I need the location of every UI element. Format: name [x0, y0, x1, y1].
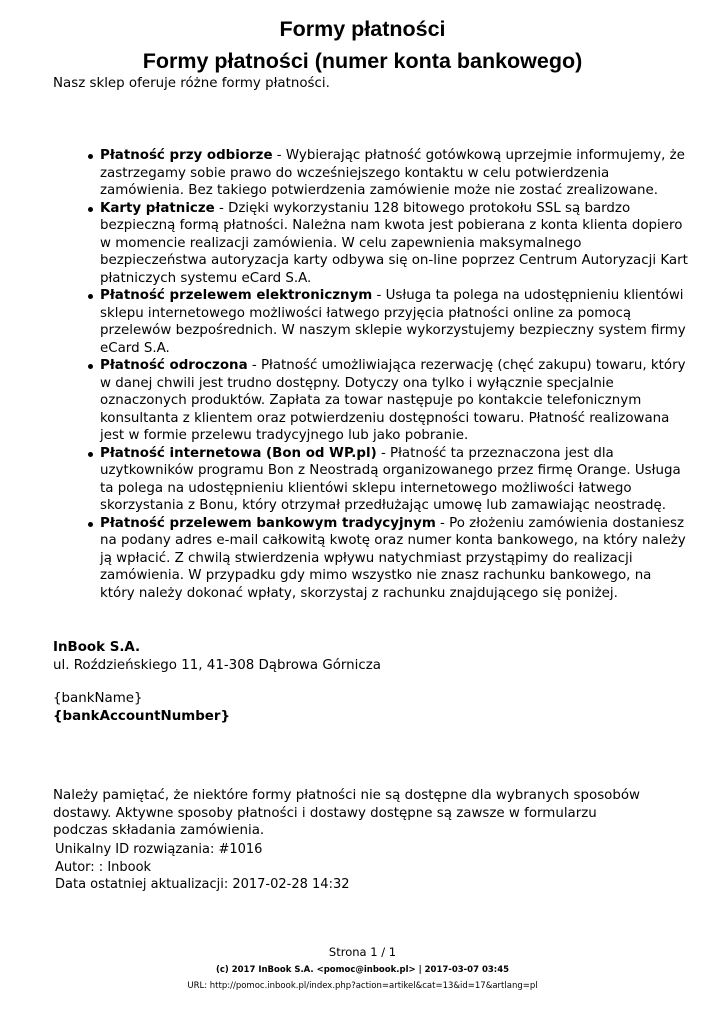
last-update: Data ostatniej aktualizacji: 2017-02-28 14:32 — [55, 877, 350, 892]
bank-block — [53, 690, 230, 725]
bank-name: {bankName} — [53, 691, 143, 706]
list-item — [100, 445, 690, 515]
article-meta — [55, 841, 350, 894]
page-number: Strona 1 / 1 — [328, 945, 397, 959]
payment-method-name: Płatność przelewem elektronicznym — [100, 288, 373, 303]
payment-method-name: Płatność odroczona — [100, 358, 248, 373]
payment-method-name: Karty płatnicze — [100, 200, 215, 216]
intro-text: Nasz sklep oferuje różne formy płatności. — [53, 76, 330, 91]
company-block — [53, 639, 381, 674]
list-item — [100, 287, 690, 357]
author: Autor: : Inbook — [55, 859, 152, 875]
page-subtitle: Formy płatności (numer konta bankowego) — [142, 49, 583, 73]
payment-method-description: - Płatność umożliwiająca rezerwację (chęć zakupu) towaru, który w danej chwili jest trudno dostępny. Dotyczy ona tylko i wyłącznie specjalnie oznaczonych produktów. Zapłata za towar następuje po kontakcie telefonicznym konsultanta z klientem oraz potwierdzeniu dostępności towaru. Płatność realizowana jest w formie przelewu tradycyjnego lub jako pobranie. — [100, 358, 686, 443]
page-footer — [0, 945, 725, 992]
page-title: Formy płatności — [279, 17, 446, 41]
list-item — [100, 147, 690, 200]
company-name: InBook S.A. — [53, 640, 141, 655]
payment-method-name: Płatność przy odbiorze — [100, 148, 273, 163]
payment-method-description: - Dzięki wykorzystaniu 128 bitowego protokołu SSL są bardzo bezpieczną formą płatności. Należna nam kwota jest pobierana z konta klienta dopiero w momencie realizacji zamówienia. W celu zapewnienia maksymalnego bezpieczeństwa autoryzacja karty odbywa się on-line poprzez Centrum Autoryzacji Kart płatniczych systemu eCard S.A. — [100, 200, 688, 286]
payment-method-name: Płatność przelewem bankowym tradycyjnym — [100, 515, 436, 531]
copyright: (c) 2017 InBook S.A. <pomoc@inbook.pl> | 2017-03-07 03:45 — [215, 965, 510, 975]
availability-note: Należy pamiętać, że niektóre formy płatności nie są dostępne dla wybranych sposobów dostawy. Aktywne sposoby płatności i dostawy dostępne są zawsze w formularzu podczas składania zamówienia. — [53, 788, 641, 838]
list-item — [100, 357, 690, 445]
payment-method-description: - Usługa ta polega na udostępnieniu klientówi sklepu internetowego możliwości łatwego przyjęcia płatności online za pomocą przelewów bezpośrednich. W naszym sklepie wykorzystujemy bezpieczny system firmy eCard S.A. — [100, 288, 686, 356]
source-url[interactable]: URL: http://pomoc.inbook.pl/index.php?action=artikel&cat=13&id=17&artlang=pl — [187, 981, 538, 991]
payment-method-description: - Wybierając płatność gotówkową uprzejmie informujemy, że zastrzegamy sobie prawo do wcześniejszego kontaktu w celu potwierdzenia zamówienia. Bez takiego potwierdzenia zamówienie może nie zostać zrealizowane. — [100, 148, 685, 198]
payment-method-description: - Płatność ta przeznaczona jest dla uzytkowników programu Bon z Neostradą organizowanego przez firmę Orange. Usługa ta polega na udostępnieniu klientówi sklepu internetowego możliwości łatwego skorzystania z Bonu, który otrzymał przedłużając umowę lub zamawiając neostradę. — [100, 445, 681, 513]
list-item — [100, 200, 690, 288]
unique-id: Unikalny ID rozwiązania: #1016 — [55, 842, 263, 857]
company-address: ul. Roździeńskiego 11, 41-308 Dąbrowa Górnicza — [53, 657, 381, 673]
payment-method-name: Płatność internetowa (Bon od WP.pl) — [100, 445, 377, 461]
bank-account-number: {bankAccountNumber} — [53, 708, 230, 724]
payment-methods-list — [100, 147, 690, 602]
list-item — [100, 515, 690, 603]
payment-method-description: - Po złożeniu zamówienia dostaniesz na podany adres e-mail całkowitą kwotę oraz numer konta bankowego, na który należy ją wpłacić. Z chwilą stwierdzenia wpływu natychmiast przystąpimy do realizacji zamówienia. W przypadku gdy mimo wszystko nie znasz rachunku bankowego, na który należy dokonać wpłaty, skorzystaj z rachunku znajdującego się poniżej. — [100, 515, 686, 601]
